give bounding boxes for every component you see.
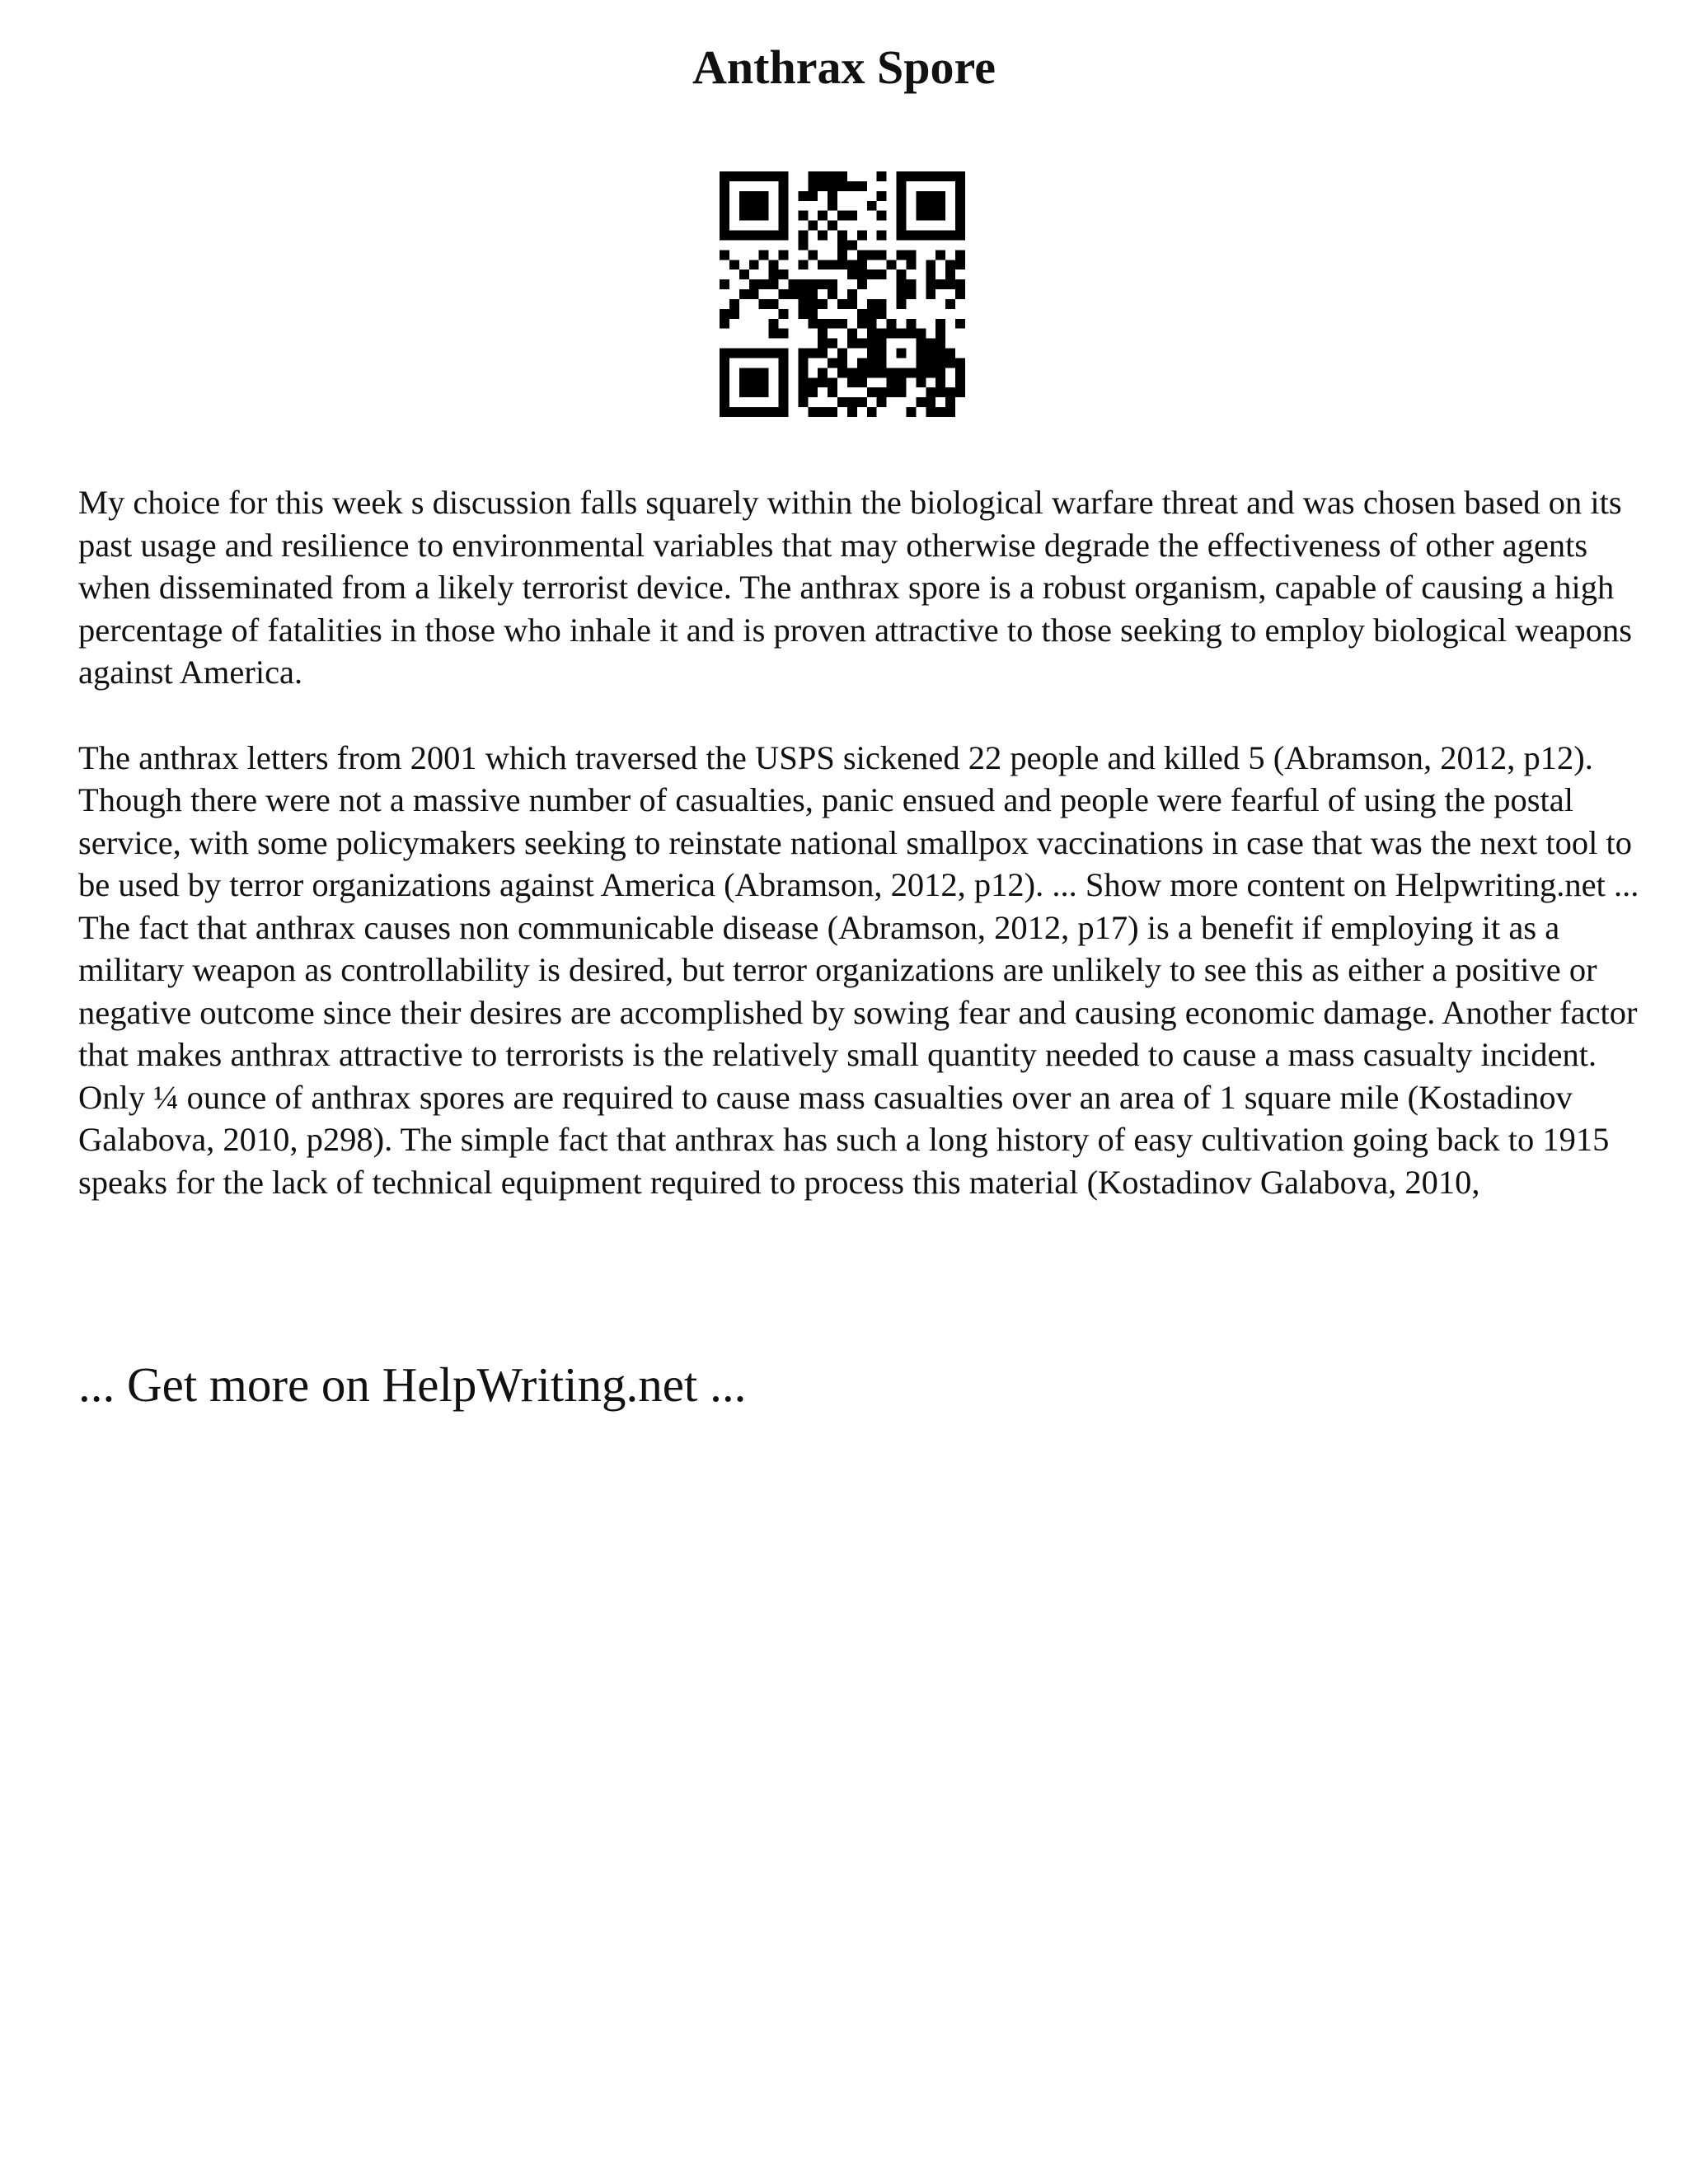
qr-code-icon <box>720 171 965 417</box>
page-title: Anthrax Spore <box>692 40 996 94</box>
get-more-link[interactable]: ... Get more on HelpWriting.net ... <box>78 1357 747 1412</box>
article-body <box>78 481 1644 1203</box>
paragraph: The fact that anthrax causes non communicable disease (Abramson, 2012, p17) is a benefit if employing it as a military weapon as controllability is desired, but terror organizations are unlikely to see this as either a positive or negative outcome since their desires are accomplished by sowing fear and causing economic damage. Another factor that makes anthrax attractive to terrorists is the relatively small quantity needed to cause a mass casualty incident. Only ¼ ounce of anthrax spores are required to cause mass casualties over an area of 1 square mile (Kostadinov Galabova, 2010, p298). The simple fact that anthrax has such a long history of easy cultivation going back to 1915 speaks for the lack of technical equipment required to process this material (Kostadinov Galabova, 2010, <box>78 908 1638 1201</box>
paragraph: The anthrax letters from 2001 which traversed the USPS sickened 22 people and killed 5 (Abramson, 2012, p12). Though there were not a massive number of casualties, panic ensued and people were fearful of using the postal service, with some policymakers seeking to reinstate national smallpox vaccinations in case that was the next tool to be used by terror organizations against America (Abramson, 2012, p12). ... Show more content on Helpwriting.net ... <box>78 738 1639 903</box>
paragraph: My choice for this week s discussion falls squarely within the biological warfare threat and was chosen based on its past usage and resilience to environmental variables that may otherwise degrade the effectiveness of other agents when disseminated from a likely terrorist device. The anthrax spore is a robust organism, capable of causing a high percentage of fatalities in those who inhale it and is proven attractive to those seeking to employ biological weapons against America. <box>78 484 1632 691</box>
